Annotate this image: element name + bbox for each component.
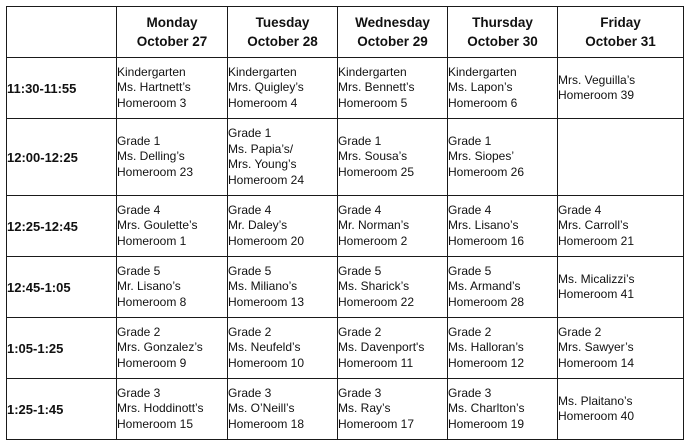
cell-line: Mrs. Goulette’s <box>117 218 198 233</box>
cell-line: Grade 2 <box>448 324 492 339</box>
cell-line: Grade 4 <box>117 202 161 217</box>
time-slot-label: 1:05-1:25 <box>7 318 117 379</box>
cell-line: Ms. Papia’s/ <box>228 141 294 156</box>
homeroom-cell-friday <box>558 119 684 196</box>
cell-line: Homeroom 40 <box>558 409 635 423</box>
day-header-monday <box>117 7 228 58</box>
homeroom-cell-wednesday <box>338 196 448 257</box>
cell-line: Grade 4 <box>228 202 272 217</box>
homeroom-cell-tuesday <box>228 318 338 379</box>
day-name: Friday <box>600 15 641 30</box>
cell-line: Homeroom 26 <box>448 164 525 179</box>
cell-line: Homeroom 23 <box>117 164 194 179</box>
cell-line: Grade 2 <box>338 324 382 339</box>
cell-line: Homeroom 25 <box>338 164 415 179</box>
cell-line: Mr. Lisano’s <box>117 279 181 294</box>
cell-line: Ms. Neufeld’s <box>228 340 301 355</box>
cell-line: Grade 5 <box>448 263 492 278</box>
day-date: October 30 <box>467 34 538 49</box>
cell-line: Ms. Lapon’s <box>448 80 513 95</box>
cell-line: Grade 1 <box>228 126 272 140</box>
cell-line: Homeroom 3 <box>117 95 187 110</box>
cell-line: Homeroom 28 <box>448 294 525 309</box>
cell-line: Mrs. Siopes’ <box>448 149 515 164</box>
cell-line: Grade 1 <box>117 133 161 148</box>
cell-line: Grade 4 <box>448 202 492 217</box>
cell-line: Grade 2 <box>558 324 602 339</box>
cell-line: Mr. Daley’s <box>228 218 288 233</box>
cell-line: Ms. Micalizzi’s <box>558 271 635 286</box>
cell-line: Mrs. Carroll’s <box>558 218 629 233</box>
cell-line: Homeroom 39 <box>558 88 635 102</box>
time-slot-row <box>7 58 684 119</box>
cell-line: Mrs. Sawyer’s <box>558 340 634 355</box>
cell-line: Mrs. Young’s <box>228 157 297 171</box>
homeroom-cell-friday <box>558 379 684 440</box>
homeroom-cell-wednesday <box>338 379 448 440</box>
cell-line: Ms. Plaitano’s <box>558 393 633 408</box>
lunch-schedule-table <box>6 6 684 440</box>
corner-cell <box>7 7 117 58</box>
homeroom-cell-thursday <box>448 257 558 318</box>
day-name: Tuesday <box>255 15 310 30</box>
cell-line: Homeroom 11 <box>338 355 414 370</box>
cell-line: Grade 1 <box>448 133 492 148</box>
time-slot-label: 12:45-1:05 <box>7 257 117 318</box>
homeroom-cell-monday <box>117 58 228 119</box>
homeroom-cell-wednesday <box>338 119 448 196</box>
homeroom-cell-wednesday <box>338 58 448 119</box>
homeroom-cell-monday <box>117 379 228 440</box>
cell-line: Homeroom 9 <box>117 355 187 370</box>
day-header-wednesday <box>338 7 448 58</box>
time-slot-row <box>7 119 684 196</box>
cell-line: Mrs. Lisano’s <box>448 218 519 233</box>
time-slot-row <box>7 196 684 257</box>
cell-line: Mrs. Veguilla’s <box>558 72 636 87</box>
day-date: October 29 <box>357 34 428 49</box>
cell-line: Mr. Norman’s <box>338 218 410 233</box>
cell-line: Ms. Davenport's <box>338 340 425 355</box>
cell-line: Ms. Miliano’s <box>228 279 298 294</box>
time-slot-row <box>7 257 684 318</box>
cell-line: Homeroom 5 <box>338 95 408 110</box>
cell-line: Kindergarten <box>228 64 297 79</box>
day-name: Wednesday <box>355 15 430 30</box>
homeroom-cell-monday <box>117 119 228 196</box>
cell-line: Grade 4 <box>558 202 602 217</box>
time-slot-label: 11:30-11:55 <box>7 58 117 119</box>
cell-line: Homeroom 4 <box>228 95 298 110</box>
cell-line: Grade 5 <box>117 263 161 278</box>
cell-line: Ms. Charlton’s <box>448 401 525 416</box>
cell-line: Grade 3 <box>117 385 161 400</box>
cell-line: Grade 3 <box>448 385 492 400</box>
cell-line: Homeroom 18 <box>228 416 305 431</box>
cell-line: Homeroom 22 <box>338 294 415 309</box>
cell-line: Homeroom 21 <box>558 233 635 248</box>
homeroom-cell-thursday <box>448 58 558 119</box>
cell-line: Homeroom 15 <box>117 416 194 431</box>
cell-line: Grade 1 <box>338 133 382 148</box>
cell-line: Homeroom 17 <box>338 416 415 431</box>
day-header-tuesday <box>228 7 338 58</box>
cell-line: Homeroom 6 <box>448 95 518 110</box>
homeroom-cell-tuesday <box>228 119 338 196</box>
homeroom-cell-friday <box>558 58 684 119</box>
homeroom-cell-tuesday <box>228 257 338 318</box>
homeroom-cell-thursday <box>448 379 558 440</box>
homeroom-cell-tuesday <box>228 379 338 440</box>
homeroom-cell-friday <box>558 318 684 379</box>
cell-line: Homeroom 14 <box>558 355 635 370</box>
cell-line: Homeroom 24 <box>228 172 305 187</box>
day-name: Thursday <box>472 15 533 30</box>
schedule-body <box>7 58 684 440</box>
day-date: October 28 <box>247 34 318 49</box>
day-header-friday <box>558 7 684 58</box>
cell-line: Grade 3 <box>228 385 272 400</box>
cell-line: Homeroom 41 <box>558 287 635 301</box>
cell-line: Grade 2 <box>117 324 161 339</box>
day-header-thursday <box>448 7 558 58</box>
header-row <box>7 7 684 58</box>
cell-line: Kindergarten <box>338 64 407 79</box>
cell-line: Mrs. Gonzalez’s <box>117 340 203 355</box>
cell-line: Mrs. Bennett’s <box>338 80 415 95</box>
cell-line: Ms. Halloran’s <box>448 340 524 355</box>
cell-line: Mrs. Hoddinott’s <box>117 401 204 416</box>
cell-line: Ms. O’Neill’s <box>228 401 295 416</box>
cell-line: Homeroom 2 <box>338 233 408 248</box>
day-date: October 27 <box>136 34 208 49</box>
cell-line: Homeroom 10 <box>228 355 305 370</box>
cell-line: Homeroom 20 <box>228 233 305 248</box>
cell-line: Homeroom 8 <box>117 294 187 309</box>
cell-line: Grade 3 <box>338 385 382 400</box>
cell-line: Grade 5 <box>338 263 382 278</box>
cell-line: Homeroom 13 <box>228 294 305 309</box>
cell-line: Homeroom 12 <box>448 355 525 370</box>
cell-line: Homeroom 16 <box>448 233 525 248</box>
homeroom-cell-tuesday <box>228 196 338 257</box>
cell-line: Ms. Ray’s <box>338 401 391 416</box>
cell-line: Mrs. Sousa’s <box>338 149 408 164</box>
homeroom-cell-thursday <box>448 318 558 379</box>
cell-line: Grade 2 <box>228 324 272 339</box>
homeroom-cell-thursday <box>448 196 558 257</box>
homeroom-cell-tuesday <box>228 58 338 119</box>
cell-line: Homeroom 19 <box>448 416 525 431</box>
time-slot-label: 12:00-12:25 <box>7 119 117 196</box>
homeroom-cell-monday <box>117 257 228 318</box>
homeroom-cell-monday <box>117 196 228 257</box>
cell-line: Kindergarten <box>448 64 517 79</box>
time-slot-label: 1:25-1:45 <box>7 379 117 440</box>
cell-line: Ms. Hartnett’s <box>117 80 191 95</box>
day-date: October 31 <box>585 34 656 49</box>
cell-line: Ms. Sharick’s <box>338 279 410 294</box>
cell-line: Ms. Delling’s <box>117 149 185 164</box>
day-name: Monday <box>146 15 198 30</box>
homeroom-cell-friday <box>558 257 684 318</box>
time-slot-label: 12:25-12:45 <box>7 196 117 257</box>
homeroom-cell-wednesday <box>338 318 448 379</box>
cell-line: Mrs. Quigley’s <box>228 80 304 95</box>
homeroom-cell-monday <box>117 318 228 379</box>
time-slot-row <box>7 379 684 440</box>
cell-line: Kindergarten <box>117 64 186 79</box>
cell-line: Grade 5 <box>228 263 272 278</box>
cell-line: Ms. Armand’s <box>448 279 521 294</box>
homeroom-cell-wednesday <box>338 257 448 318</box>
cell-line: Homeroom 1 <box>117 233 187 248</box>
time-slot-row <box>7 318 684 379</box>
cell-line: Grade 4 <box>338 202 382 217</box>
homeroom-cell-friday <box>558 196 684 257</box>
homeroom-cell-thursday <box>448 119 558 196</box>
